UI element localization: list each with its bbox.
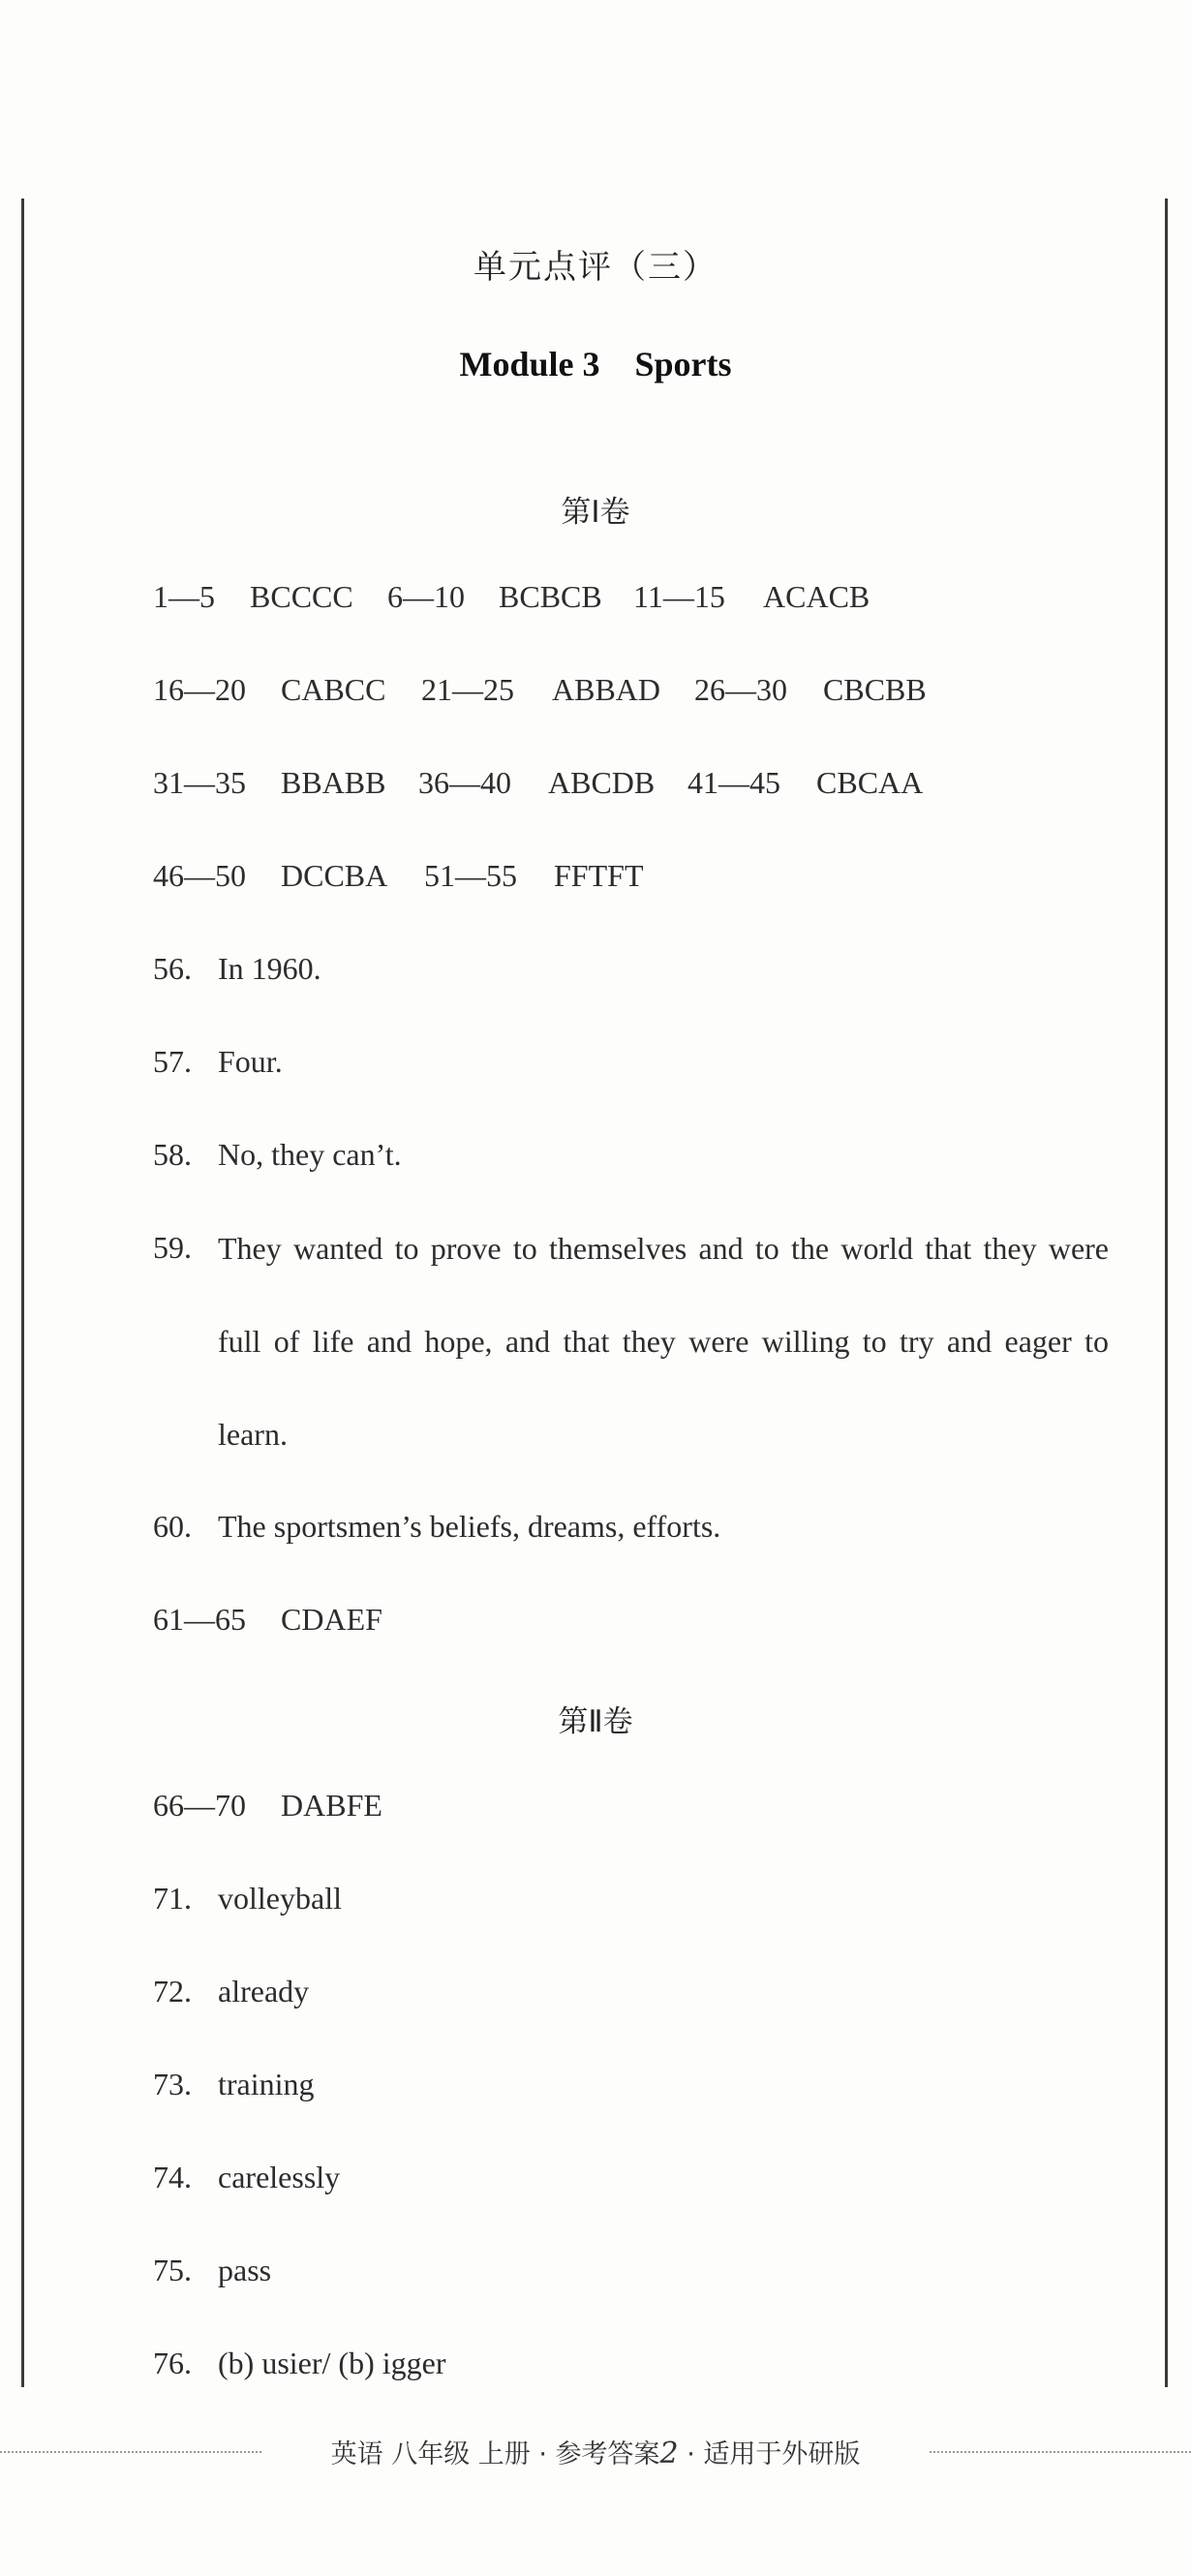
- question-number: 75.: [153, 2253, 192, 2287]
- question-number: 60.: [153, 1509, 192, 1544]
- unit-review-title: 单元点评（三）: [473, 248, 718, 287]
- answer-text: In 1960.: [218, 951, 321, 986]
- question-number: 73.: [153, 2067, 192, 2101]
- answer-letters: CBCAA: [816, 765, 924, 800]
- answer-letters: DCCBA: [281, 858, 388, 893]
- answer-letters: ABBAD: [552, 672, 661, 707]
- answer-text: No, they can’t.: [218, 1137, 402, 1172]
- part-1-heading: 第Ⅰ卷: [561, 495, 630, 530]
- answer-letters: CBCBB: [823, 672, 927, 707]
- question-number: 76.: [153, 2346, 192, 2380]
- answer-range: 51—55: [424, 858, 517, 893]
- answer-range: 61—65: [153, 1602, 246, 1637]
- question-number: 59.: [153, 1230, 192, 1265]
- question-number: 56.: [153, 951, 192, 986]
- answer-letters: BCCCC: [250, 579, 353, 614]
- answer-letters: ABCDB: [548, 765, 656, 800]
- answer-letters: CABCC: [281, 672, 386, 707]
- question-number: 71.: [153, 1881, 192, 1916]
- answer-range: 41—45: [687, 765, 780, 800]
- answer-letters: CDAEF: [281, 1602, 382, 1637]
- question-number: 72.: [153, 1974, 192, 2009]
- answer-range: 11—15: [633, 579, 725, 614]
- question-number: 58.: [153, 1137, 192, 1172]
- answer-text: volleyball: [218, 1881, 342, 1916]
- answer-letters: FFTFT: [554, 858, 644, 893]
- answer-range: 21—25: [421, 672, 514, 707]
- answer-text: (b) usier/ (b) igger: [218, 2346, 446, 2380]
- answer-text: training: [218, 2067, 315, 2101]
- answer-range: 26—30: [694, 672, 787, 707]
- part-2-heading: 第Ⅱ卷: [558, 1704, 633, 1739]
- answer-range: 1—5: [153, 579, 215, 614]
- answer-range: 66—70: [153, 1788, 246, 1823]
- answer-text: carelessly: [218, 2160, 341, 2194]
- answer-text: Four.: [218, 1044, 283, 1079]
- question-number: 57.: [153, 1044, 192, 1079]
- answer-range: 6—10: [387, 579, 465, 614]
- question-number: 74.: [153, 2160, 192, 2194]
- answer-text: The sportsmen’s beliefs, dreams, efforts.: [218, 1509, 721, 1544]
- answer-range: 31—35: [153, 765, 246, 800]
- answer-text: pass: [218, 2253, 272, 2287]
- answer-range: 36—40: [418, 765, 511, 800]
- answer-paragraph: They wanted to prove to themselves and to the world that they were full of life and hope, and that they were willing to try and eager to learn.: [218, 1231, 1109, 1452]
- answer-letters: DABFE: [281, 1788, 382, 1823]
- answer-range: 16—20: [153, 672, 246, 707]
- module-title: Module 3 Sports: [459, 345, 732, 383]
- answer-text: already: [218, 1974, 310, 2009]
- footer-book-info: 英语 八年级 上册 · 参考答案: [330, 2439, 660, 2469]
- answer-letters: ACACB: [763, 579, 870, 614]
- answer-letters: BCBCB: [499, 579, 602, 614]
- page-footer: [0, 2433, 1191, 2470]
- answer-range: 46—50: [153, 858, 246, 893]
- footer-page-number: 2: [659, 2437, 679, 2470]
- answer-letters: BBABB: [281, 765, 386, 800]
- footer-edition: · 适用于外研版: [678, 2439, 861, 2469]
